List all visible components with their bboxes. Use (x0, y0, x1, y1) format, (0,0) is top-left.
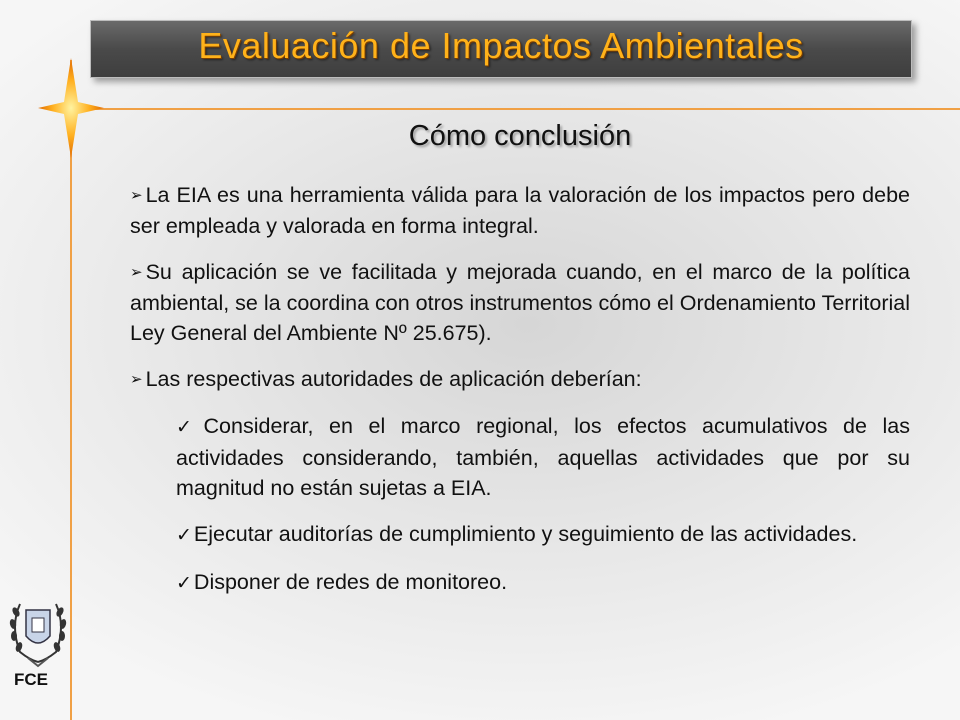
bullet-text: La EIA es una herramienta válida para la valoración de los impactos pero debe ser empleada y valorada en forma integral. (130, 183, 910, 238)
checkmark-icon: ✓ (176, 573, 192, 594)
title-bar (90, 20, 912, 78)
sub-bullet-item (176, 411, 910, 503)
star-icon (38, 58, 104, 158)
footer-label: FCE (14, 670, 48, 689)
sub-bullet-text: Ejecutar auditorías de cumplimiento y seguimiento de las actividades. (193, 522, 858, 546)
section-heading: Cómo conclusión (408, 120, 632, 152)
arrow-bullet-icon: ➢ (130, 187, 143, 204)
arrow-bullet-icon: ➢ (130, 371, 143, 388)
checkmark-icon: ✓ (176, 525, 192, 546)
bullet-text: Las respectivas autoridades de aplicación deberían: (145, 367, 642, 391)
vertical-accent-line (70, 60, 72, 720)
bullet-item (130, 364, 910, 395)
sub-bullet-item (176, 519, 910, 551)
page-title: Evaluación de Impactos Ambientales (198, 25, 804, 66)
content-body (130, 180, 910, 615)
university-logo (6, 596, 70, 668)
bullet-item (130, 180, 910, 241)
arrow-bullet-icon: ➢ (130, 264, 143, 281)
sub-bullet-text: Considerar, en el marco regional, los efectos acumulativos de las actividades considerando, también, aquellas actividades que por su magnitud no están sujetas a EIA. (176, 414, 910, 500)
bullet-item (130, 257, 910, 348)
sub-bullet-item (176, 567, 910, 599)
horizontal-accent-line (70, 108, 960, 110)
sub-bullet-text: Disponer de redes de monitoreo. (193, 570, 508, 594)
checkmark-icon: ✓ (176, 417, 202, 438)
bullet-text: Su aplicación se ve facilitada y mejorada cuando, en el marco de la política ambiental, se la coordina con otros instrumentos cómo el Ordenamiento Territorial Ley General del Ambiente Nº 25.675). (130, 260, 910, 345)
